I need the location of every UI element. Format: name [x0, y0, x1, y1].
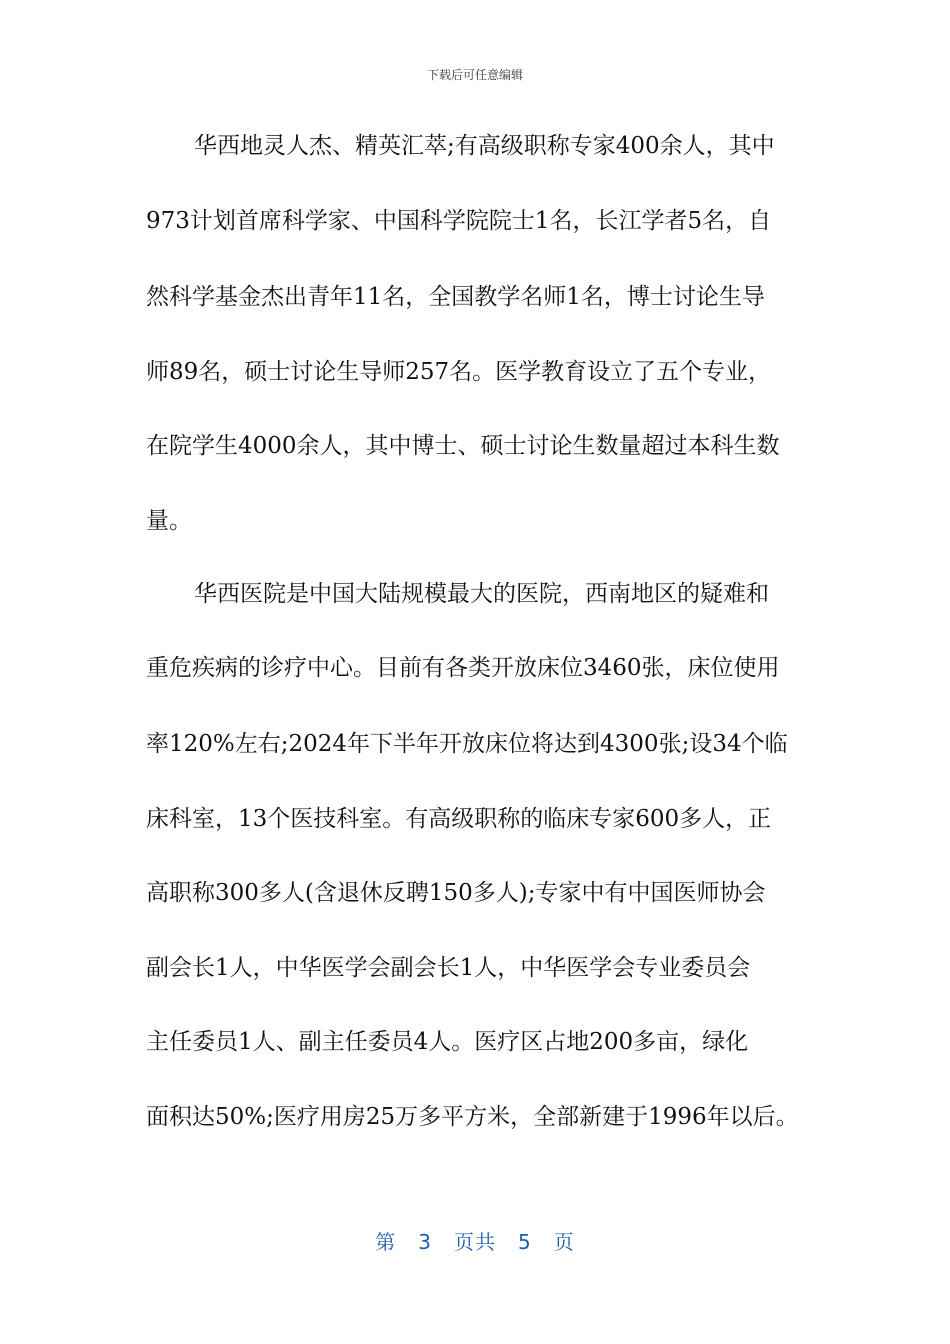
text-line: 重危疾病的诊疗中心。目前有各类开放床位3460张，床位使用	[146, 655, 780, 681]
footer-current-page: 3	[418, 1230, 432, 1254]
text-line: 华西医院是中国大陆规模最大的医院，西南地区的疑难和	[194, 581, 769, 607]
text-line: 主任委员1人、副主任委员4人。医疗区占地200多亩，绿化	[146, 1029, 749, 1055]
text-line: 量。	[146, 508, 192, 534]
text-line: 高职称300多人(含退休反聘150多人);专家中有中国医师协会	[146, 880, 766, 906]
text-line: 面积达50%;医疗用房25万多平方米，全部新建于1996年以后。	[146, 1104, 799, 1130]
text-line: 973计划首席科学家、中国科学院院士1名，长江学者5名，自	[146, 208, 772, 234]
footer-suffix: 页	[553, 1230, 575, 1254]
footer-middle: 页共	[454, 1230, 496, 1254]
text-line: 然科学基金杰出青年11名，全国教学名师1名，博士讨论生导	[146, 284, 765, 310]
page-header: 下载后可任意编辑	[426, 68, 523, 82]
text-line: 在院学生4000余人，其中博士、硕士讨论生数量超过本科生数	[146, 433, 780, 459]
text-line: 华西地灵人杰、精英汇萃;有高级职称专家400余人，其中	[194, 133, 775, 159]
page-footer	[0, 1226, 950, 1255]
text-line: 床科室，13个医技科室。有高级职称的临床专家600多人，正	[146, 806, 772, 832]
footer-total-pages: 5	[518, 1230, 532, 1254]
text-line: 师89名，硕士讨论生导师257名。医学教育设立了五个专业，	[146, 359, 772, 385]
text-line: 率120%左右;2024年下半年开放床位将达到4300张;设34个临	[146, 731, 788, 757]
text-line: 副会长1人，中华医学会副会长1人，中华医学会专业委员会	[146, 955, 751, 981]
footer-prefix: 第	[375, 1230, 397, 1254]
